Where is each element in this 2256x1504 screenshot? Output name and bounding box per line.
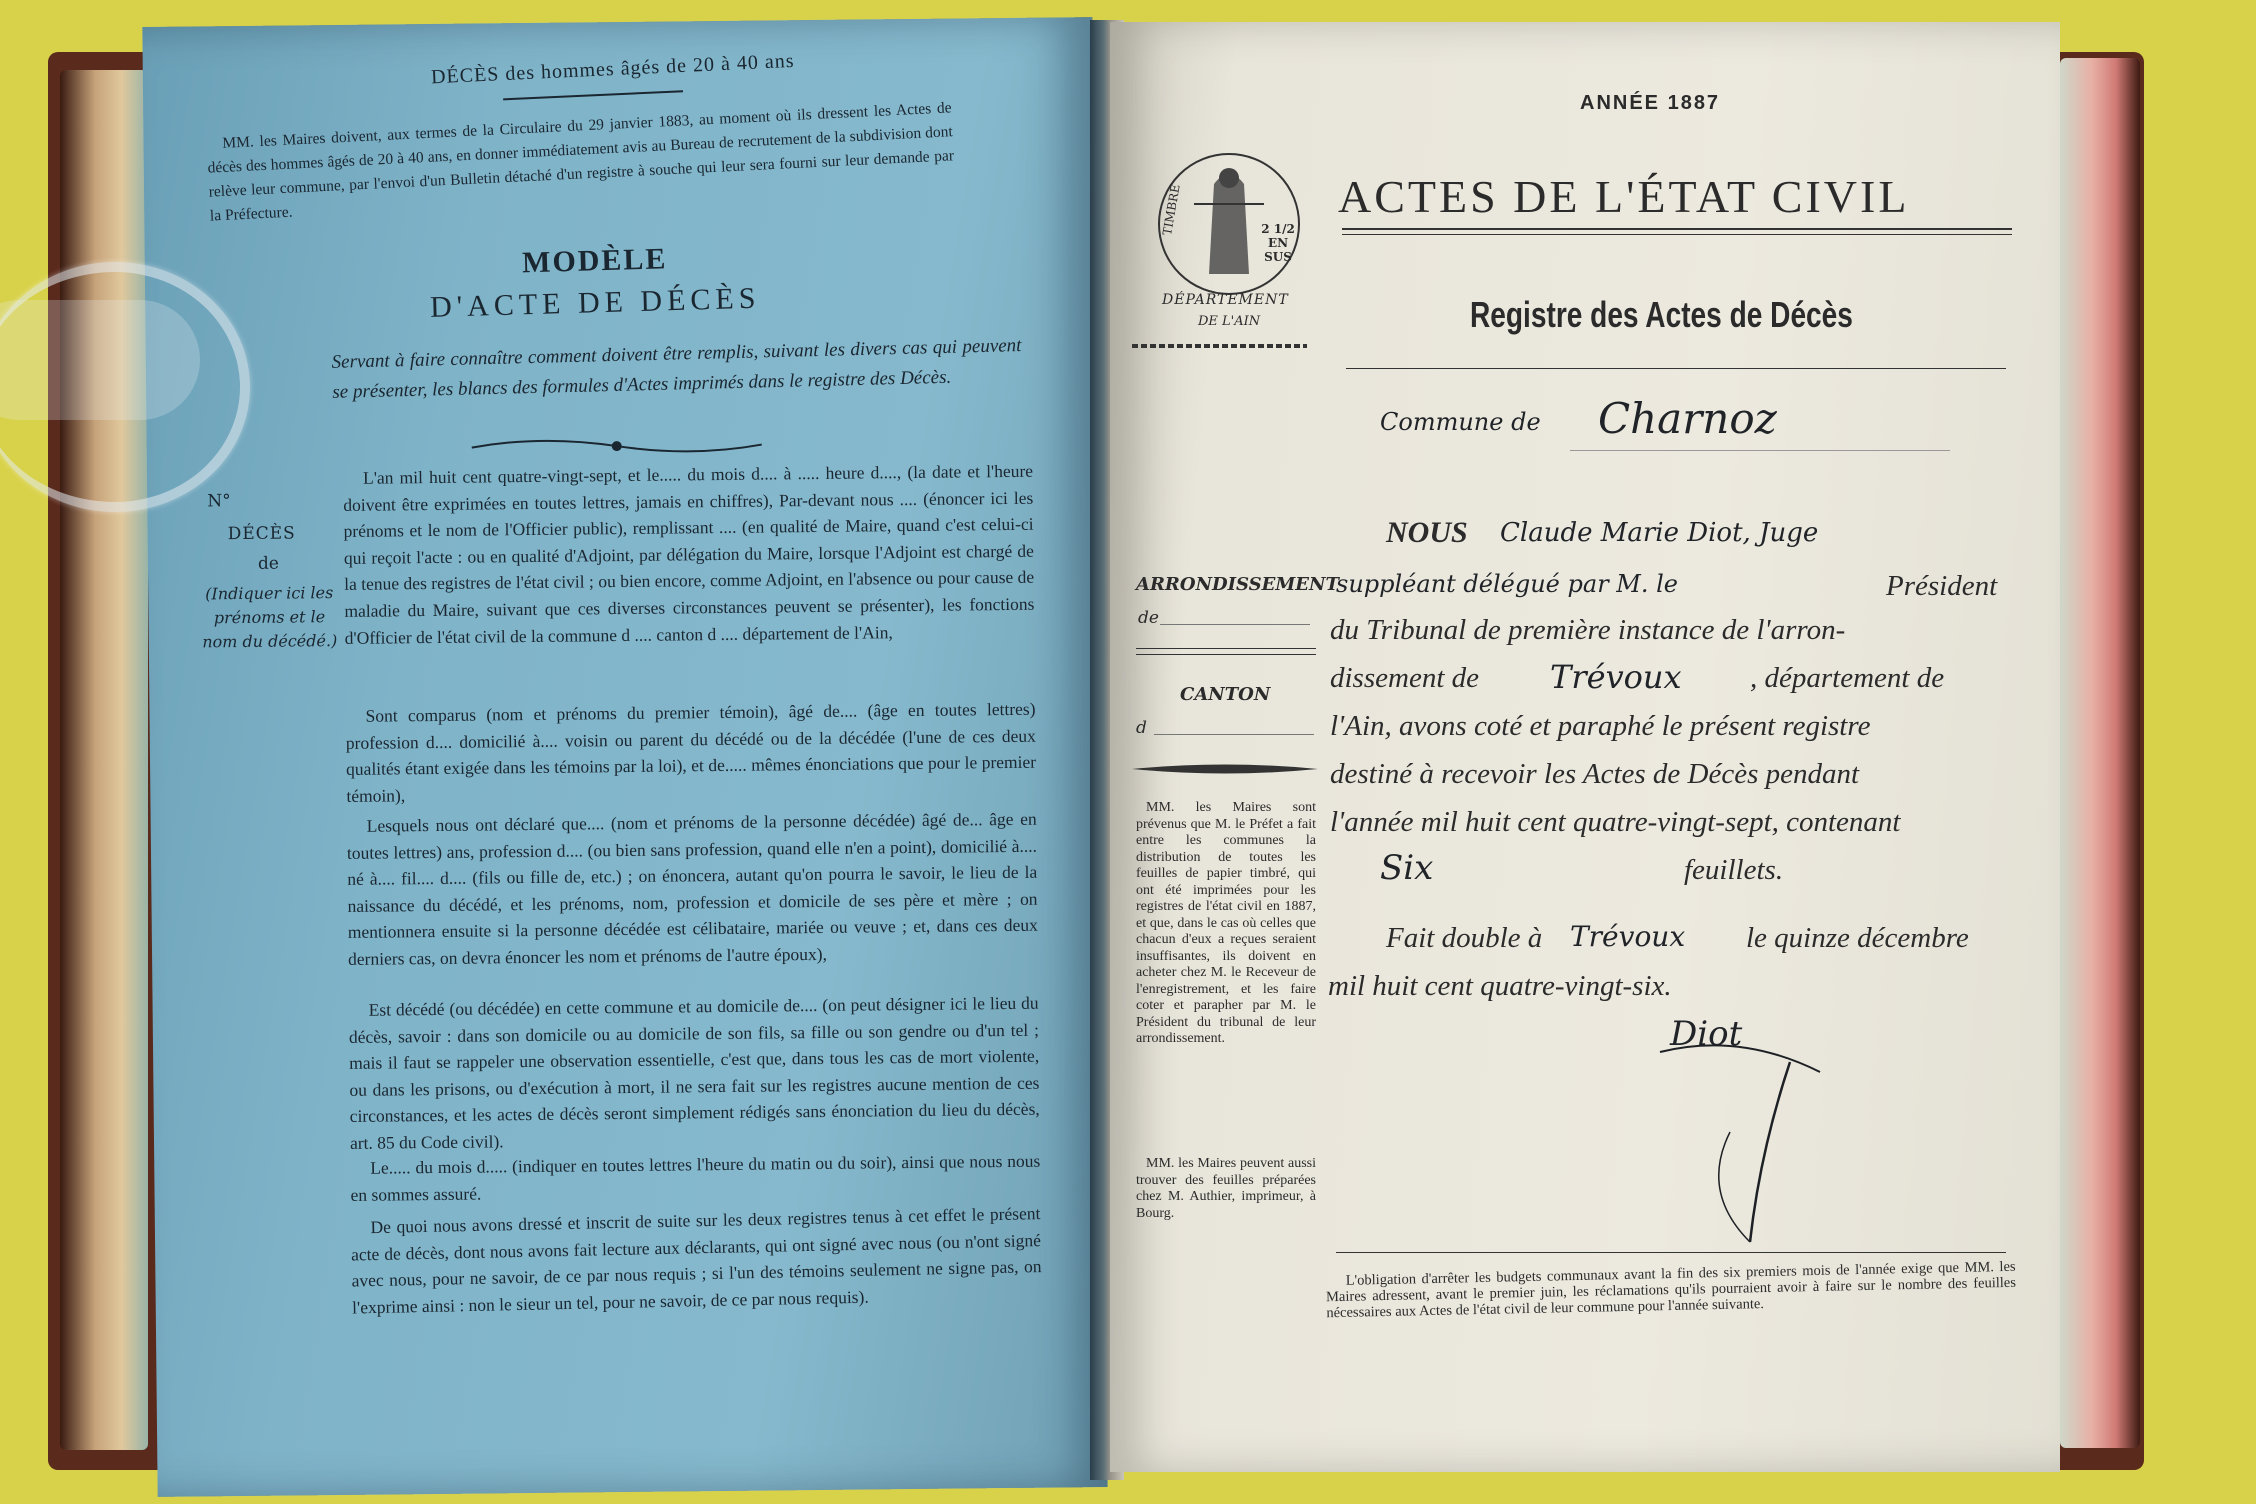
stamp-value: 2 1/2 EN SUS [1261, 222, 1295, 264]
model-paragraph-3: Lesquels nous ont déclaré que.... (nom et prénoms de la personne décédée) âgé de... âge en toutes lettres) ans, profession d.... (ou bien sans profession, quand elle n'en a point), domicilié à.... né à.... fil.... d.... (fils ou fille de, etc.) ; on énoncera, autant qu'on pourra le savoir, le lieu de la naissance du décédé, et les prénoms, nom, profession et domicile de ses père et mère ; on mentionnera ensuite si la personne décédée est célibataire, mariée ou veuve ; et, dans ces deux derniers cas, on devra énoncer les nom et prénoms de l'autre époux), [346, 808, 1038, 969]
model-description: Servant à faire connaître comment doivent être remplis, suivant les divers cas qui peuvent se présenter, les blancs des formules d'Actes imprimés dans le registre des Décès. [331, 335, 1022, 403]
model-title: MODÈLE [521, 242, 668, 280]
canton-label: CANTON [1180, 684, 1271, 705]
arrondissement-de: de [1138, 608, 1159, 628]
model-paragraph-1: L'an mil huit cent quatre-vingt-sept, et le..... du mois d.... à ..... heure d...., (la date et l'heure doivent être exprimées en toutes lettres, jamais en chiffres), Par-devant nous .... (énoncer ici les prénoms et le nom de l'Officier public), remplissant .... (en qualité de Maire, quand c'est celui-ci qui reçoit l'acte : ou en qualité d'Adjoint, par délégation du Maire, lorsque l'Adjoint est chargé de la tenue des registres de l'état civil ; ou bien encore, comme Adjoint, en l'absence ou pour cause de maladie du Maire, suivant que ces diverses circonstances peuvent se présenter), les fonctions d'Officier de l'état civil de la commune d .... canton d .... département de l'Ain, [343, 460, 1035, 648]
left-page-header: DÉCÈS des hommes âgés de 20 à 40 ans [430, 49, 795, 89]
canton-field [1154, 734, 1314, 735]
line-ain: l'Ain, avons coté et paraphé le présent registre [1330, 710, 1871, 742]
line-tribunal: du Tribunal de première instance de l'arron- [1330, 614, 1846, 646]
line-annee: l'année mil huit cent quatre-vingt-sept, contenant [1330, 806, 1901, 838]
prefect-note: MM. les Maires sont prévenus que M. le Préfet a fait entre les communes la distribution de toutes les feuilles de papier timbré, qui ont été imprimées pour les registres de l'état civil en 1887, et que, dans le cas où celles que chacun d'eux a reçues seraient insuffisantes, ils doivent en acheter chez M. le Receveur de l'enregistrement, et les faire coter et parapher par M. le Président du tribunal de leur arrondissement. [1136, 800, 1316, 1046]
right-page [1110, 22, 2060, 1472]
model-paragraph-5: Le..... du mois d..... (indiquer en toutes lettres l'heure du matin ou du soir), ainsi que nous nous en sommes assuré. [350, 1150, 1041, 1205]
city-handwritten-2: Trévoux [1570, 920, 1686, 953]
model-subtitle: D'ACTE DE DÉCÈS [429, 281, 761, 324]
line-date: le quinze décembre [1746, 922, 1969, 954]
ornament-divider [467, 430, 767, 461]
margin-deces-label: DÉCÈS [227, 523, 296, 545]
line-president: Président [1886, 570, 1998, 602]
title-rule-2 [1342, 234, 2012, 235]
nous-label: NOUS [1386, 516, 1468, 549]
column-rule-2 [1136, 654, 1316, 655]
recruitment-notice: MM. les Maires doivent, aux termes de la Circulaire du 29 janvier 1883, au moment où ils dressent les Actes de décès des hommes âgés de 20 à 40 ans, en donner immédiatement avis au Bureau de recrutement de la subdivision dont relève leur commune, par l'envoi d'un Bulletin détaché d'un registre à souche qui leur sera fourni sur leur demande par la Préfecture. [207, 99, 955, 225]
commune-value: Charnoz [1598, 394, 1777, 443]
canton-de: d [1136, 718, 1147, 738]
stamp-ornament-rule [1132, 344, 1307, 348]
line-year-text: mil huit cent quatre-vingt-six. [1328, 970, 1672, 1002]
column-ornament [1130, 762, 1320, 776]
arrondissement-field [1160, 624, 1310, 625]
arrondissement-label: ARRONDISSEMENT [1136, 574, 1339, 595]
line-arrondissement: dissement de [1330, 662, 1479, 694]
line-feuillets: feuillets. [1684, 854, 1784, 886]
left-page [142, 17, 1107, 1497]
margin-number-label: N° [207, 491, 231, 512]
register-year: ANNÉE 1887 [1580, 92, 1721, 114]
stamp-top-text: TIMBRE [1160, 183, 1183, 237]
model-paragraph-2: Sont comparus (nom et prénoms du premier témoin), âgé de.... (âge en toutes lettres) profession d.... domicilié à.... voisin ou parent du décédé ou de la décédée (l'une de ces deux qualités étant exigée dans les témoins par la loi), et de..... mêmes énonciations que pour le premier témoin), [345, 698, 1037, 806]
margin-instruction: (Indiquer ici les prénoms et le nom du décédé.) [202, 583, 338, 652]
stamp-ain: DE L'AIN [1198, 314, 1261, 329]
line-destine: destiné à recevoir les Actes de Décès pendant [1330, 758, 1860, 790]
stamp-department: DÉPARTEMENT [1162, 292, 1289, 308]
city-handwritten: Trévoux [1550, 658, 1682, 696]
civil-status-title: ACTES DE L'ÉTAT CIVIL [1338, 171, 1910, 222]
sheet-count-handwritten: Six [1380, 848, 1434, 888]
tax-stamp [1154, 144, 1304, 344]
register-subtitle: Registre des Actes de Décès [1470, 294, 1853, 335]
judge-role-handwritten: suppléant délégué par M. le [1336, 570, 1678, 598]
footer-rule [1336, 1252, 2006, 1253]
column-rule-1 [1136, 648, 1316, 649]
magnifier-glare [0, 300, 200, 420]
judge-name-handwritten: Claude Marie Diot, Juge [1500, 518, 1819, 548]
model-paragraph-4: Est décédé (ou décédée) en cette commune et au domicile de.... (on peut désigner ici le lieu du décès, savoir : dans son domicile ou au domicile de son fils, sa fille ou son gendre ou d'un tel ; mais il faut se rappeler une observation essentielle, c'est que, dans tous les cas de mort violente, ou dans les prisons, ou d'exécution à mort, il ne sera fait sur les registres aucune mention de ces circonstances, et les actes de décès seront simplement rédigés sans énonciation du lieu du décès, art. 85 du Code civil). [348, 992, 1040, 1153]
model-paragraph-6: De quoi nous avons dressé et inscrit de suite sur les deux registres tenus à cet effet le présent acte de décès, dont nous avons fait lecture aux déclarants, qui ont signé avec nous (ou n'ont signé avec nous, pour ne savoir, de ce par nous requis ; si l'un des témoins seulement ne signe pas, on l'exprime ainsi : non le sieur un tel, pour ne savoir, de ce par nous requis). [350, 1203, 1042, 1318]
margin-de-label: de [257, 553, 280, 574]
commune-label: Commune de [1380, 408, 1541, 436]
title-rule-1 [1342, 228, 2012, 230]
signature-diot: Diot [1670, 1014, 1743, 1054]
line-departement: , département de [1750, 662, 1945, 694]
signature-flourish [1640, 1012, 1840, 1252]
line-fait-double: Fait double à [1386, 922, 1543, 954]
budget-footnote: L'obligation d'arrêter les budgets communaux avant la fin des six premiers mois de l'année exige que MM. les Maires adressent, avant le premier juin, les réclamations qu'ils pourraient avoir à faire sur le nombre des feuilles nécessaires aux Actes de l'état civil de leur commune pour l'année suivante. [1325, 1258, 2017, 1322]
subtitle-rule [1346, 368, 2006, 369]
header-rule [503, 90, 683, 100]
commune-underline [1570, 450, 1950, 451]
printer-note: MM. les Maires peuvent aussi trouver des feuilles préparées chez M. Authier, imprimeur, à Bourg. [1136, 1156, 1316, 1221]
right-page-edges [2060, 58, 2140, 1448]
